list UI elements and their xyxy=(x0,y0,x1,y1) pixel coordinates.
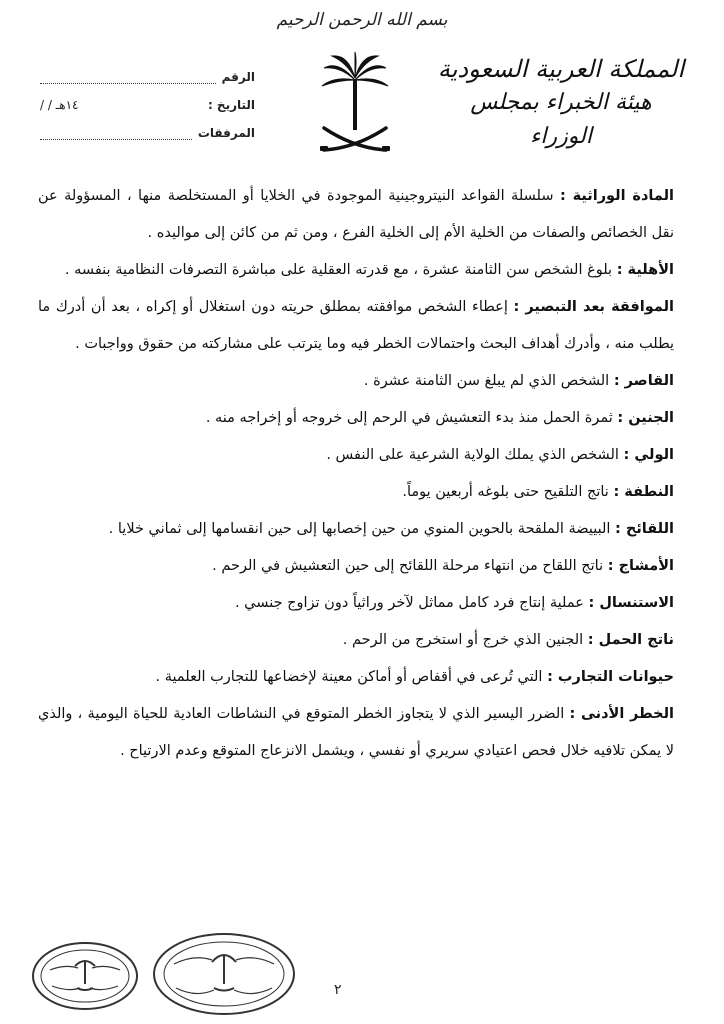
definition-term: الجنين : xyxy=(617,410,674,426)
definition-term: اللقائح : xyxy=(615,521,674,537)
definitions-list xyxy=(38,178,674,770)
official-seal-icon xyxy=(30,940,140,1012)
organization-header xyxy=(436,52,686,154)
ref-row xyxy=(40,56,255,84)
definition-text: الجنين الذي خرج أو استخرج من الرحم . xyxy=(342,632,584,648)
definition-text: الشخص الذي لم يبلغ سن الثامنة عشرة . xyxy=(363,373,610,389)
definition-text: سلسلة القواعد النيتروجينية الموجودة في الخلايا أو المستخلصة منها ، المسؤولة عن نقل الخصائص والصفات من الخلية الأم إلى الخلية الفرع ، ومن ثم من كائن إلى مواليده . xyxy=(38,188,674,241)
definition-term: النطفة : xyxy=(613,484,674,500)
definition-item xyxy=(38,622,674,659)
definition-text: الضرر اليسير الذي لا يتجاوز الخطر المتوقع في النشاطات العادية للحياة اليومية ، والذي لا يمكن تلافيه خلال فحص اعتيادي سريري أو نفسي ، ويشمل الانزعاج المتوقع وعدم الارتياح . xyxy=(38,706,674,759)
official-seal-icon xyxy=(150,930,298,1018)
definition-item xyxy=(38,548,674,585)
basmala: بسم الله الرحمن الرحيم xyxy=(276,10,448,30)
definition-term: الخطر الأدنى : xyxy=(569,706,674,722)
ref-label: الرقم xyxy=(221,70,255,84)
date-row xyxy=(40,84,255,112)
definition-item xyxy=(38,289,674,363)
definition-text: بلوغ الشخص سن الثامنة عشرة ، مع قدرته العقلية على مباشرة التصرفات النظامية بنفسه . xyxy=(64,262,613,278)
definition-term: حيوانات التجارب : xyxy=(547,669,674,685)
definition-term: القاصر : xyxy=(613,373,674,389)
definition-text: ناتج اللقاح من انتهاء مرحلة اللقائح إلى حين التعشيش في الرحم . xyxy=(212,558,604,574)
definition-text: عملية إنتاج فرد كامل مماثل لآخر وراثياً دون تزاوج جنسي . xyxy=(234,595,584,611)
definition-term: ناتج الحمل : xyxy=(587,632,674,648)
definition-text: إعطاء الشخص موافقته بمطلق حريته دون استغلال أو إكراه ، بعد أن أدرك ما يطلب منه ، وأدرك أهداف البحث واحتمالات الخطر فيه وما يترتب على مشاركته من حقوق وواجبات . xyxy=(38,299,674,352)
org-line-1: المملكة العربية السعودية xyxy=(437,55,685,83)
definition-term: الأمشاج : xyxy=(607,558,674,574)
date-label: التاريخ : xyxy=(207,98,255,112)
definition-item xyxy=(38,659,674,696)
definition-text: ثمرة الحمل منذ بدء التعشيش في الرحم إلى خروجه أو إخراجه منه . xyxy=(205,410,613,426)
definition-item xyxy=(38,696,674,770)
definition-item xyxy=(38,585,674,622)
date-value: / / ١٤هـ xyxy=(40,98,79,112)
attachments-line xyxy=(40,125,192,140)
definition-term: الولي : xyxy=(623,447,674,463)
ref-line xyxy=(40,69,216,84)
definition-item xyxy=(38,252,674,289)
definition-item xyxy=(38,178,674,252)
page-number: ٢ xyxy=(334,982,342,998)
definition-item xyxy=(38,400,674,437)
definition-item xyxy=(38,511,674,548)
org-line-2: هيئة الخبراء بمجلس الوزراء xyxy=(470,90,652,149)
definition-term: المادة الوراثية : xyxy=(559,188,675,204)
definition-term: الموافقة بعد التبصير : xyxy=(513,299,674,315)
definition-text: ناتج التلقيح حتى بلوغه أربعين يوماً. xyxy=(402,484,609,500)
definition-term: الأهلية : xyxy=(616,262,674,278)
attachments-label: المرفقات xyxy=(197,126,255,140)
definition-text: الشخص الذي يملك الولاية الشرعية على النفس . xyxy=(326,447,619,463)
reference-block xyxy=(40,56,255,140)
definition-text: البييضة الملقحة بالحوين المنوي من حين إخصابها إلى حين انقسامها إلى ثماني خلايا . xyxy=(108,521,611,537)
attachments-row xyxy=(40,112,255,140)
saudi-emblem-icon xyxy=(318,50,392,160)
definition-term: الاستنسال : xyxy=(588,595,674,611)
definition-item xyxy=(38,437,674,474)
definition-item xyxy=(38,474,674,511)
definition-item xyxy=(38,363,674,400)
definition-text: التي تُرعى في أقفاص أو أماكن معينة لإخضاعها للتجارب العلمية . xyxy=(155,669,543,685)
